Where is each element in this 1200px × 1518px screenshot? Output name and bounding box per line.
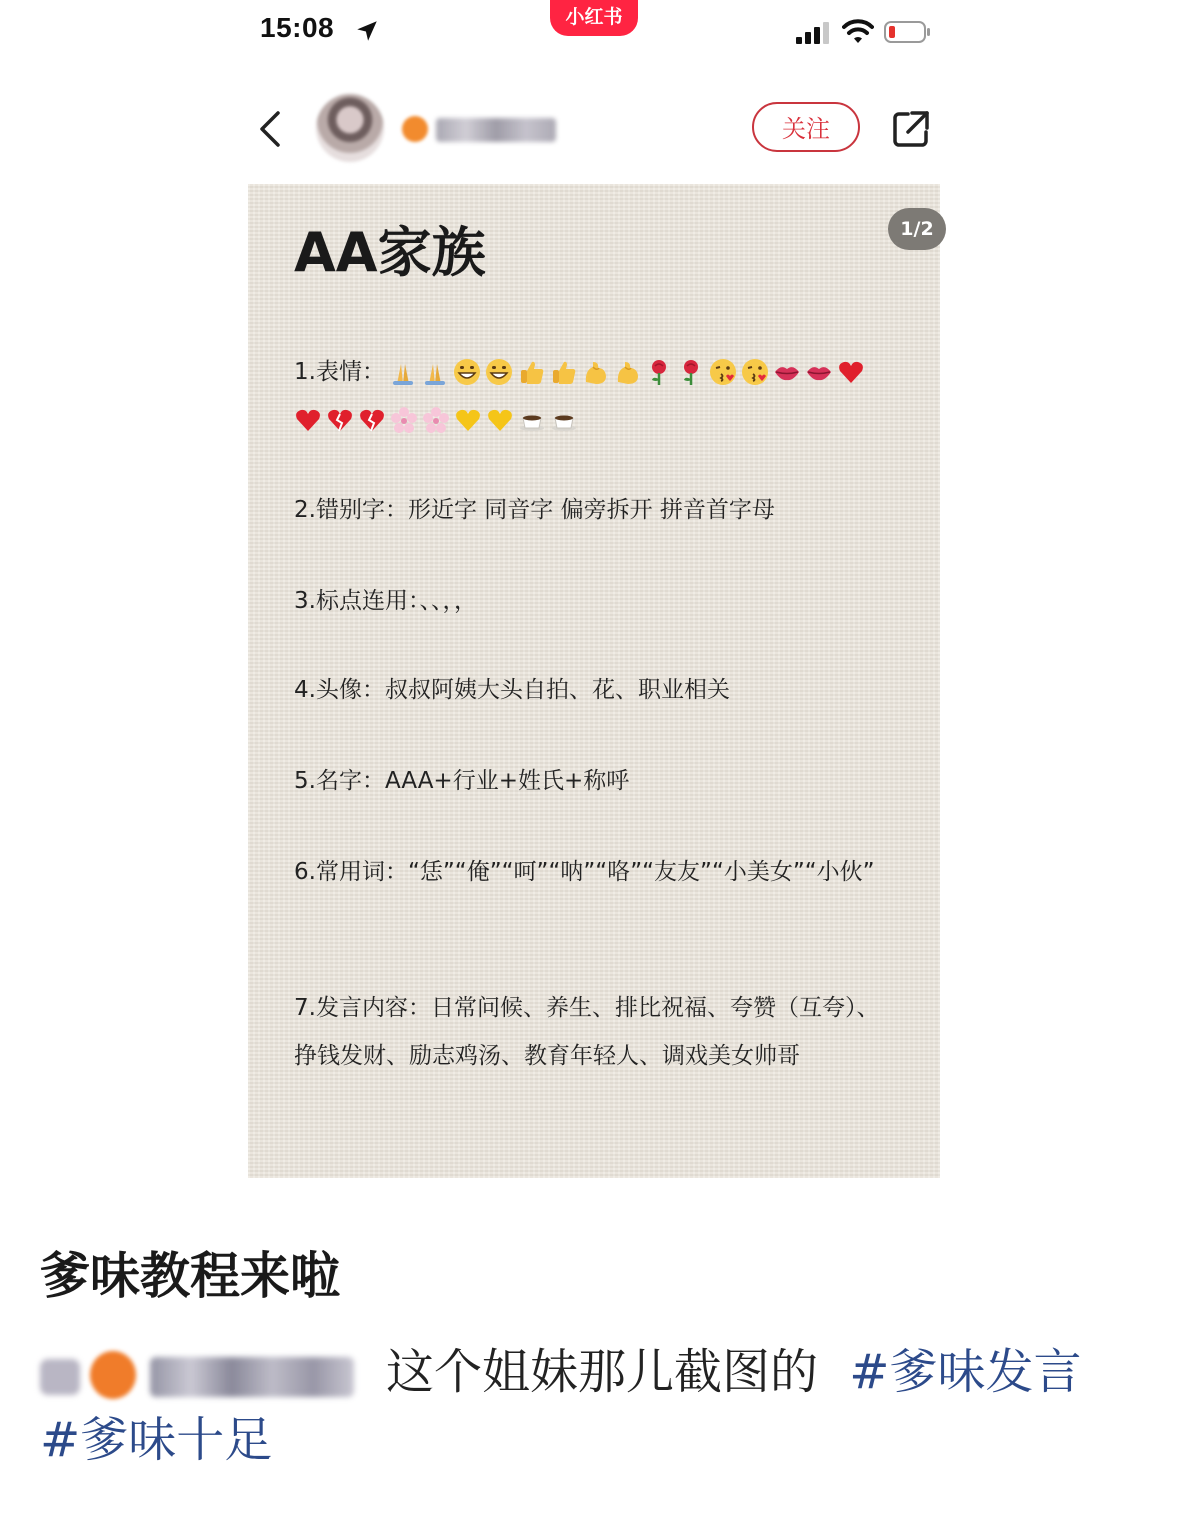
- coffee-emoji-icon: [518, 406, 546, 434]
- rule-name: [294, 757, 894, 805]
- rule-avatar: [294, 666, 894, 714]
- kiss-emoji-icon: [741, 358, 769, 386]
- orange-emoji-icon: [402, 116, 428, 142]
- heart-emoji-icon: [837, 358, 865, 386]
- grin-emoji-icon: [485, 358, 513, 386]
- thumbs-up-emoji-icon: [517, 358, 545, 386]
- pray-emoji-icon: [421, 358, 449, 386]
- rule-text: 形近字 同音字 偏旁拆开 拼音首字母: [407, 497, 775, 523]
- lips-emoji-icon: [805, 358, 833, 386]
- back-chevron-icon[interactable]: [254, 108, 286, 150]
- caption-text: 这个姐妹那儿截图的: [386, 1344, 819, 1400]
- image-title: AA家族: [294, 221, 486, 284]
- rule-label: 4.头像：: [294, 677, 385, 703]
- kiss-emoji-icon: [709, 358, 737, 386]
- emoji-list: [294, 348, 884, 444]
- battery-low-icon: [884, 20, 932, 44]
- rule-label: 1.表情：: [294, 359, 385, 385]
- muscle-emoji-icon: [581, 358, 609, 386]
- grin-emoji-icon: [453, 358, 481, 386]
- rule-label: 3.标点连用：: [294, 588, 420, 614]
- coffee-emoji-icon: [550, 406, 578, 434]
- lips-emoji-icon: [773, 358, 801, 386]
- hashtag-link[interactable]: #爹味发言: [849, 1344, 1082, 1400]
- author-name-blurred[interactable]: [400, 112, 560, 146]
- rule-text: AAA+行业+姓氏+称呼: [384, 768, 630, 794]
- rule-common-words: [294, 848, 894, 896]
- rule-text: 叔叔阿姨大头自拍、花、职业相关: [384, 677, 730, 703]
- rose-emoji-icon: [645, 358, 673, 386]
- page-indicator: 1/2: [888, 208, 946, 250]
- rule-speech-content: [294, 984, 894, 1080]
- broken-heart-emoji-icon: [326, 406, 354, 434]
- rule-text: 日常问候、养生、排比祝福、夸赞（互夸）、挣钱发财、励志鸡汤、教育年轻人、调戏美女帅哥: [294, 995, 880, 1069]
- rule-text: “恁”“俺”“呵”“呐”“咯”“友友”“小美女”“小伙”: [407, 859, 875, 885]
- rule-label: 6.常用词：: [294, 859, 408, 885]
- muscle-emoji-icon: [613, 358, 641, 386]
- orange-emoji-icon: [90, 1351, 136, 1399]
- rule-label: 5.名字：: [294, 768, 385, 794]
- author-avatar[interactable]: [316, 94, 384, 162]
- blurred-mention-part: [40, 1359, 80, 1395]
- note-caption: [40, 1338, 1160, 1474]
- follow-button[interactable]: 关注: [752, 102, 860, 152]
- location-arrow-icon: [354, 18, 380, 44]
- rule-label: 2.错别字：: [294, 497, 408, 523]
- broken-heart-emoji-icon: [358, 406, 386, 434]
- status-time: 15:08: [260, 12, 335, 43]
- rule-punctuation: [294, 577, 894, 625]
- pray-emoji-icon: [389, 358, 417, 386]
- rule-typos: [294, 486, 894, 534]
- app-badge: 小红书: [550, 0, 638, 36]
- blossom-emoji-icon: [390, 406, 418, 434]
- wifi-icon: [842, 18, 874, 44]
- blossom-emoji-icon: [422, 406, 450, 434]
- thumbs-up-emoji-icon: [549, 358, 577, 386]
- blurred-username: [436, 118, 556, 142]
- rule-emoji: [294, 348, 894, 444]
- heart-emoji-icon: [294, 406, 322, 434]
- mention-blurred[interactable]: [40, 1349, 358, 1401]
- blurred-mention-name: [150, 1357, 354, 1397]
- yellow-heart-emoji-icon: [486, 406, 514, 434]
- share-icon[interactable]: [890, 108, 932, 150]
- hashtag-link[interactable]: #爹味十足: [40, 1412, 273, 1468]
- cellular-signal-icon: [796, 22, 832, 44]
- rule-text: 、、，，: [419, 588, 477, 614]
- rose-emoji-icon: [677, 358, 705, 386]
- rule-label: 7.发言内容：: [294, 995, 431, 1021]
- status-bar: [0, 0, 1200, 70]
- yellow-heart-emoji-icon: [454, 406, 482, 434]
- note-title: 爹味教程来啦: [40, 1247, 340, 1305]
- note-image[interactable]: [248, 184, 940, 1178]
